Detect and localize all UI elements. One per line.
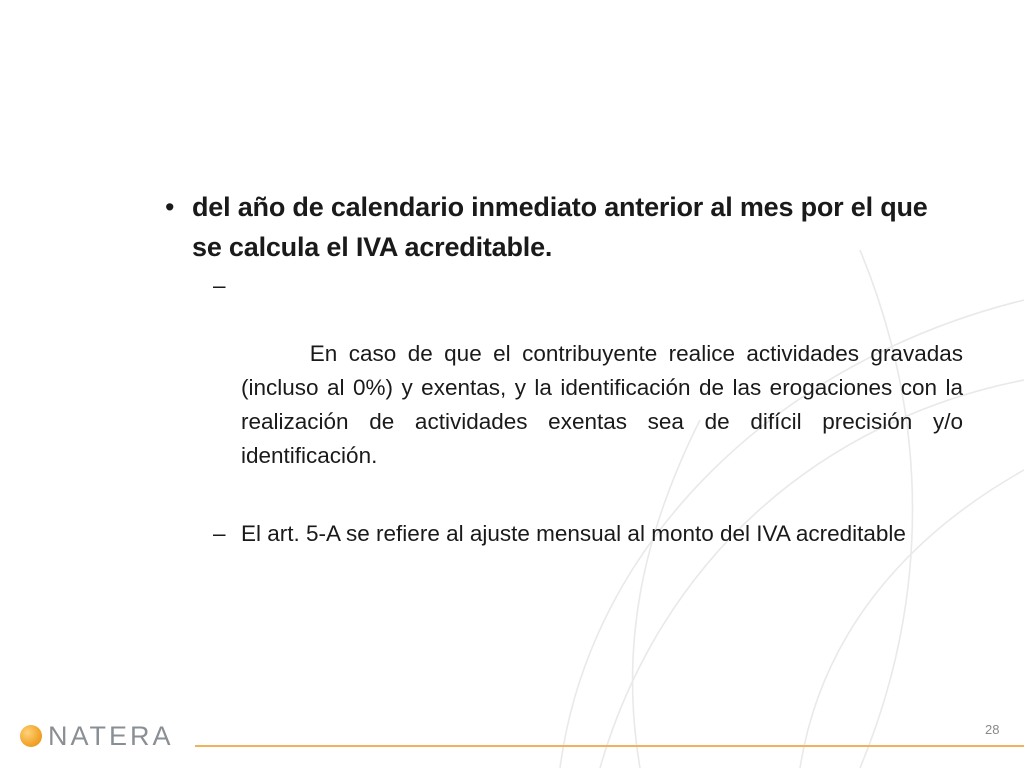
sub-bullet-2 [213,517,963,551]
main-bullet [165,187,963,267]
footer-divider [195,745,1024,747]
logo-circle-icon [20,725,42,747]
sub-bullet-1-text: En caso de que el contribuyente realice actividades gravadas (incluso al 0%) y exentas, y la identificación de las erogaciones con la realización de actividades exentas sea de difícil precisión y/o identificación. [241,341,970,468]
page-number: 28 [985,722,1000,737]
logo-text: NATERA [48,720,174,751]
main-bullet-text: del año de calendario inmediato anterior al mes por el que se calcula el IVA acreditable. [192,192,928,262]
sub-bullet-2-text: El art. 5-A se refiere al ajuste mensual al monto del IVA acreditable [241,521,906,546]
sub-bullet-marker: – [213,273,226,298]
sub-bullet-1 [213,269,970,507]
natera-logo [20,718,174,754]
sub-bullet-marker: – [213,521,226,546]
slide-content [165,187,970,551]
bullet-marker: • [165,192,175,222]
